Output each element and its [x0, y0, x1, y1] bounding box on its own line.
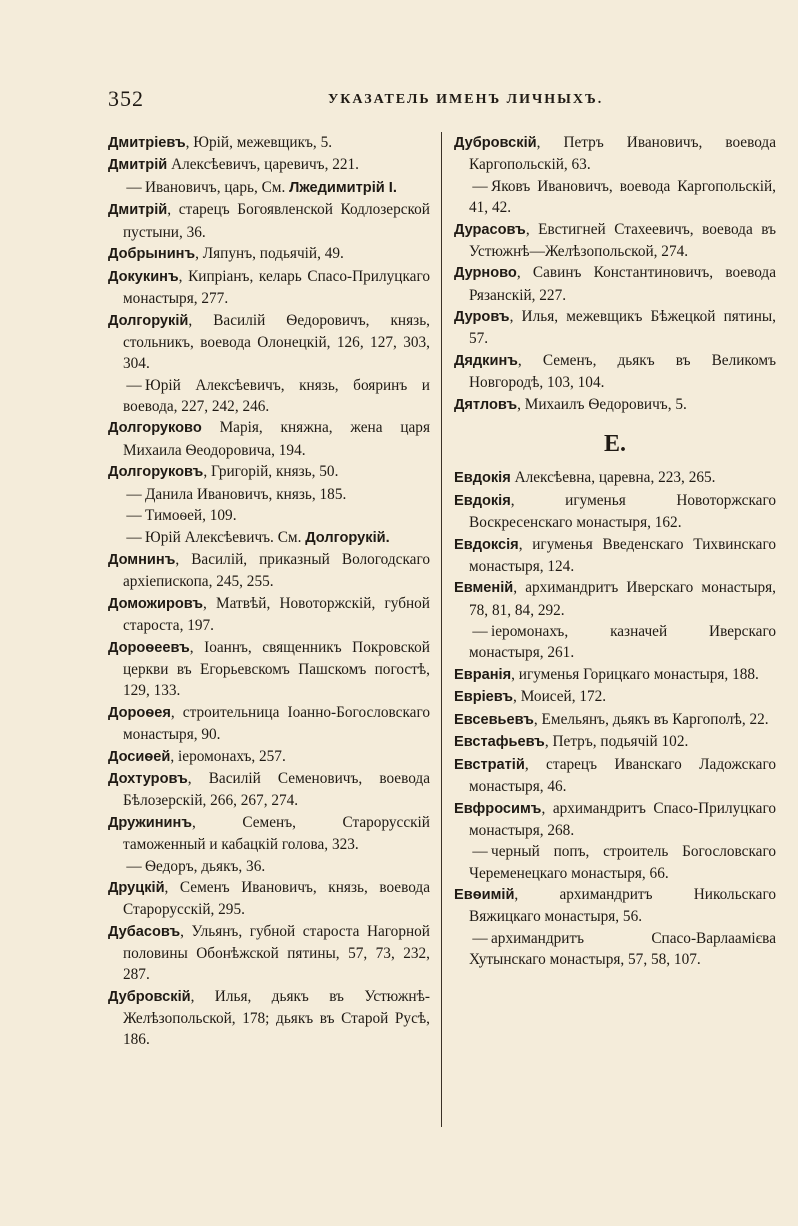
- index-entry: [108, 461, 430, 483]
- entry-headword: Евменій: [454, 580, 514, 597]
- entry-text: , Юрій, межевщикъ, 5.: [185, 134, 333, 151]
- index-entry: [108, 986, 430, 1051]
- page-header: [108, 86, 768, 116]
- section-letter: Е.: [603, 430, 626, 457]
- index-entry: [108, 702, 430, 746]
- index-entry: [108, 768, 430, 812]
- entry-text: Юрій Алексѣевичъ, князь, бояринъ и воевода, 227, 242, 246.: [123, 376, 430, 415]
- entry-text: , Емельянъ, дьякъ въ Каргополѣ, 22.: [533, 710, 769, 728]
- entry-text: , Евстигней Стахеевичъ, воевода въ Устюжнѣ—Желѣзопольской, 274.: [469, 220, 776, 260]
- entry-headword: Дороѳея: [108, 704, 171, 721]
- entry-headword: Дубасовъ: [108, 923, 181, 940]
- index-subentry: [108, 527, 430, 549]
- entry-text: Алексѣевна, царевна, 223, 265.: [510, 469, 716, 487]
- entry-headword: Добрынинъ: [108, 246, 196, 263]
- entry-text: Яковъ Ивановичъ, воевода Каргопольскій, 41, 42.: [469, 177, 776, 217]
- index-subentry: [108, 375, 430, 418]
- index-entry: [454, 577, 776, 621]
- entry-headword: Дохтуровъ: [108, 770, 188, 787]
- entry-headword: Доможировъ: [108, 595, 204, 612]
- ditto-dash: —: [126, 528, 142, 546]
- entry-text: , Василій Семеновичъ, воевода Бѣлозерскій, 266, 267, 274.: [123, 769, 430, 810]
- index-entry: [454, 884, 776, 928]
- ditto-dash: —: [126, 376, 142, 394]
- entry-text: Ѳедоръ, дьякъ, 36.: [145, 857, 266, 875]
- index-entry: [108, 132, 430, 154]
- index-entry: [108, 746, 430, 768]
- entry-headword: Дуровъ: [454, 309, 510, 326]
- entry-text: , Матвѣй, Новоторжскій, губной староста, 197.: [123, 594, 430, 635]
- entry-headword: Дороѳеевъ: [108, 639, 190, 656]
- entry-headword: Евдоксія: [454, 536, 519, 553]
- index-entry: [108, 549, 430, 593]
- entry-text: , Петръ, подьячій 102.: [544, 733, 689, 751]
- entry-headword: Евріевъ: [454, 689, 514, 706]
- index-subentry: [454, 621, 776, 664]
- ditto-dash: —: [472, 843, 488, 861]
- entry-text: Тимоѳей, 109.: [145, 507, 237, 525]
- index-entry: [454, 754, 776, 798]
- page-number: 352: [108, 86, 144, 111]
- entry-text: , Василій, приказный Вологодскаго архіепископа, 245, 255.: [123, 551, 430, 591]
- index-entry: [454, 394, 776, 416]
- ditto-dash: —: [126, 857, 142, 875]
- entry-text: , игуменья Новоторжскаго Воскресенскаго монастыря, 162.: [469, 491, 776, 532]
- index-subentry: [108, 177, 430, 199]
- entry-text: , Григорій, князь, 50.: [203, 463, 339, 481]
- entry-text: , Ляпунъ, подьячій, 49.: [195, 245, 344, 263]
- index-entry: [454, 686, 776, 708]
- ditto-dash: —: [472, 177, 488, 195]
- index-entry: [454, 219, 776, 263]
- index-entry: [454, 350, 776, 394]
- entry-text: , строительница Іоанно-Богословскаго монастыря, 90.: [123, 703, 430, 744]
- ditto-dash: —: [472, 929, 488, 947]
- running-title: УКАЗАТЕЛЬ ИМЕНЪ ЛИЧНЫХЪ.: [328, 92, 604, 107]
- entry-headword: Дятловъ: [454, 396, 518, 413]
- entry-headword: Дубровскій: [454, 135, 537, 151]
- entry-text: іеромонахъ, казначей Иверскаго монастыря, 261.: [469, 623, 776, 662]
- entry-headword: Докукинъ: [108, 268, 179, 285]
- index-entry: [454, 490, 776, 534]
- entry-headword: Евсевьевъ: [454, 711, 534, 728]
- entry-headword: Евдокія: [454, 492, 511, 509]
- entry-headword: Досиѳей: [108, 748, 171, 765]
- entry-headword: Дмитрій: [108, 157, 168, 174]
- entry-text: , Ульянъ, губной староста Нагорной половины Обонѣжской пятины, 57, 73, 232, 287.: [123, 922, 430, 984]
- ditto-dash: —: [126, 485, 142, 503]
- index-entry: [108, 266, 430, 310]
- column-divider: [441, 132, 442, 1127]
- index-subentry: [108, 856, 430, 877]
- entry-headword: Евстратій: [454, 756, 525, 773]
- index-entry: [454, 709, 776, 731]
- index-entry: [454, 798, 776, 842]
- entry-headword: Друцкій: [108, 880, 165, 897]
- entry-text: , Илья, дьякъ въ Устюжнѣ-Желѣзопольской, 178; дьякъ въ Старой Русѣ, 186.: [123, 987, 430, 1049]
- index-entry: [454, 731, 776, 753]
- index-entry: [108, 593, 430, 637]
- entry-text: , Михаилъ Ѳедоровичъ, 5.: [517, 395, 687, 413]
- entry-headword: Долгоруково: [108, 420, 202, 437]
- entry-text: , Іоаннъ, священникъ Покровской церкви въ Егорьевскомъ Пашскомъ погостѣ, 129, 133.: [123, 638, 430, 700]
- entry-text: , старецъ Иванскаго Ладожскаго монастыря, 46.: [469, 755, 776, 796]
- index-entry: [454, 534, 776, 578]
- index-entry: [108, 812, 430, 856]
- entry-text: , Илья, межевщикъ Бѣжецкой пятины, 57.: [469, 308, 776, 348]
- entry-text: , Моисей, 172.: [513, 688, 607, 706]
- entry-text: , игуменья Горицкаго монастыря, 188.: [511, 665, 759, 683]
- entry-headword: Долгоруковъ: [108, 464, 204, 481]
- entry-text: , Петръ Ивановичъ, воевода Каргопольскій, 63.: [469, 134, 776, 174]
- index-subentry: [454, 176, 776, 219]
- entry-headword: Дядкинъ: [454, 352, 518, 369]
- index-entry: [108, 637, 430, 702]
- index-entry: [454, 467, 776, 489]
- ditto-dash: —: [472, 623, 488, 641]
- index-subentry: [454, 841, 776, 884]
- entry-headword: Домнинъ: [108, 552, 176, 569]
- index-entry: [108, 417, 430, 461]
- entry-text: , архимандритъ Спасо-Прилуцкаго монастыря, 268.: [469, 799, 776, 839]
- left-column: [108, 132, 430, 1051]
- entry-headword: Дмитріевъ: [108, 135, 186, 151]
- index-entry: [108, 243, 430, 265]
- index-subentry: [108, 484, 430, 505]
- entry-text: , архимандритъ Иверскаго монастыря, 78, 81, 84, 292.: [469, 579, 776, 619]
- entry-text: Алексѣевичъ, царевичъ, 221.: [167, 156, 359, 174]
- entry-headword: Дружининъ: [108, 814, 192, 831]
- entry-headword: Дурасовъ: [454, 221, 526, 238]
- entry-headword: Евдокія: [454, 470, 511, 487]
- index-entry: [108, 199, 430, 243]
- entry-text: , Семенъ Ивановичъ, князь, воевода Старорусскій, 295.: [123, 879, 430, 919]
- index-subentry: [454, 928, 776, 971]
- right-column: [454, 132, 776, 971]
- entry-text: , Кипріанъ, келарь Спасо-Прилуцкаго монастыря, 277.: [123, 267, 430, 308]
- entry-text: , Семенъ, Старорусскій таможенный и кабацкій голова, 323.: [123, 813, 430, 854]
- index-entry: [454, 262, 776, 306]
- entry-text: , Семенъ, дьякъ въ Великомъ Новгородѣ, 103, 104.: [469, 351, 776, 392]
- entry-headword: Евфросимъ: [454, 800, 542, 817]
- index-subentry: [108, 505, 430, 526]
- entry-text: , Савинъ Константиновичъ, воевода Рязанскій, 227.: [469, 264, 776, 304]
- entry-text: Юрій Алексѣевичъ. См.: [145, 528, 306, 546]
- cross-reference: Долгорукій.: [305, 529, 390, 546]
- entry-text: , Василій Ѳедоровичъ, князь, стольникъ, воевода Олонецкій, 126, 127, 303, 304.: [123, 311, 430, 373]
- entry-text: , игуменья Введенскаго Тихвинскаго монастыря, 124.: [469, 535, 776, 575]
- entry-text: , архимандритъ Никольскаго Вяжицкаго монастыря, 56.: [469, 886, 776, 926]
- entry-text: , іеромонахъ, 257.: [170, 747, 286, 765]
- entry-text: черный попъ, строитель Богословскаго Череменецкаго монастыря, 66.: [469, 843, 776, 882]
- index-entry: [108, 877, 430, 921]
- index-entry: [454, 664, 776, 686]
- cross-reference: Лжедимитрій I.: [289, 179, 397, 196]
- ditto-dash: —: [126, 507, 142, 525]
- entry-text: Ивановичъ, царь, См.: [145, 178, 290, 196]
- index-entry: [108, 154, 430, 176]
- entry-text: Марія, княжна, жена царя Михаила Ѳеодоровича, 194.: [123, 419, 430, 459]
- entry-headword: Дубровскій: [108, 988, 191, 1005]
- entry-headword: Дурново: [454, 265, 517, 282]
- ditto-dash: —: [126, 178, 142, 196]
- index-entry: [454, 306, 776, 350]
- index-entry: [454, 132, 776, 176]
- entry-headword: Евѳимій: [454, 887, 515, 904]
- entry-headword: Евранія: [454, 666, 512, 683]
- entry-text: Данила Ивановичъ, князь, 185.: [145, 485, 347, 503]
- entry-text: , старецъ Богоявленской Кодлозерской пустыни, 36.: [123, 201, 430, 241]
- index-entry: [108, 921, 430, 986]
- entry-headword: Евстафьевъ: [454, 734, 545, 751]
- entry-headword: Дмитрій: [108, 202, 168, 219]
- index-entry: [108, 310, 430, 375]
- entry-text: архимандритъ Спасо-Варлаамієва Хутынскаго монастыря, 57, 58, 107.: [469, 929, 776, 969]
- entry-headword: Долгорукій: [108, 312, 189, 329]
